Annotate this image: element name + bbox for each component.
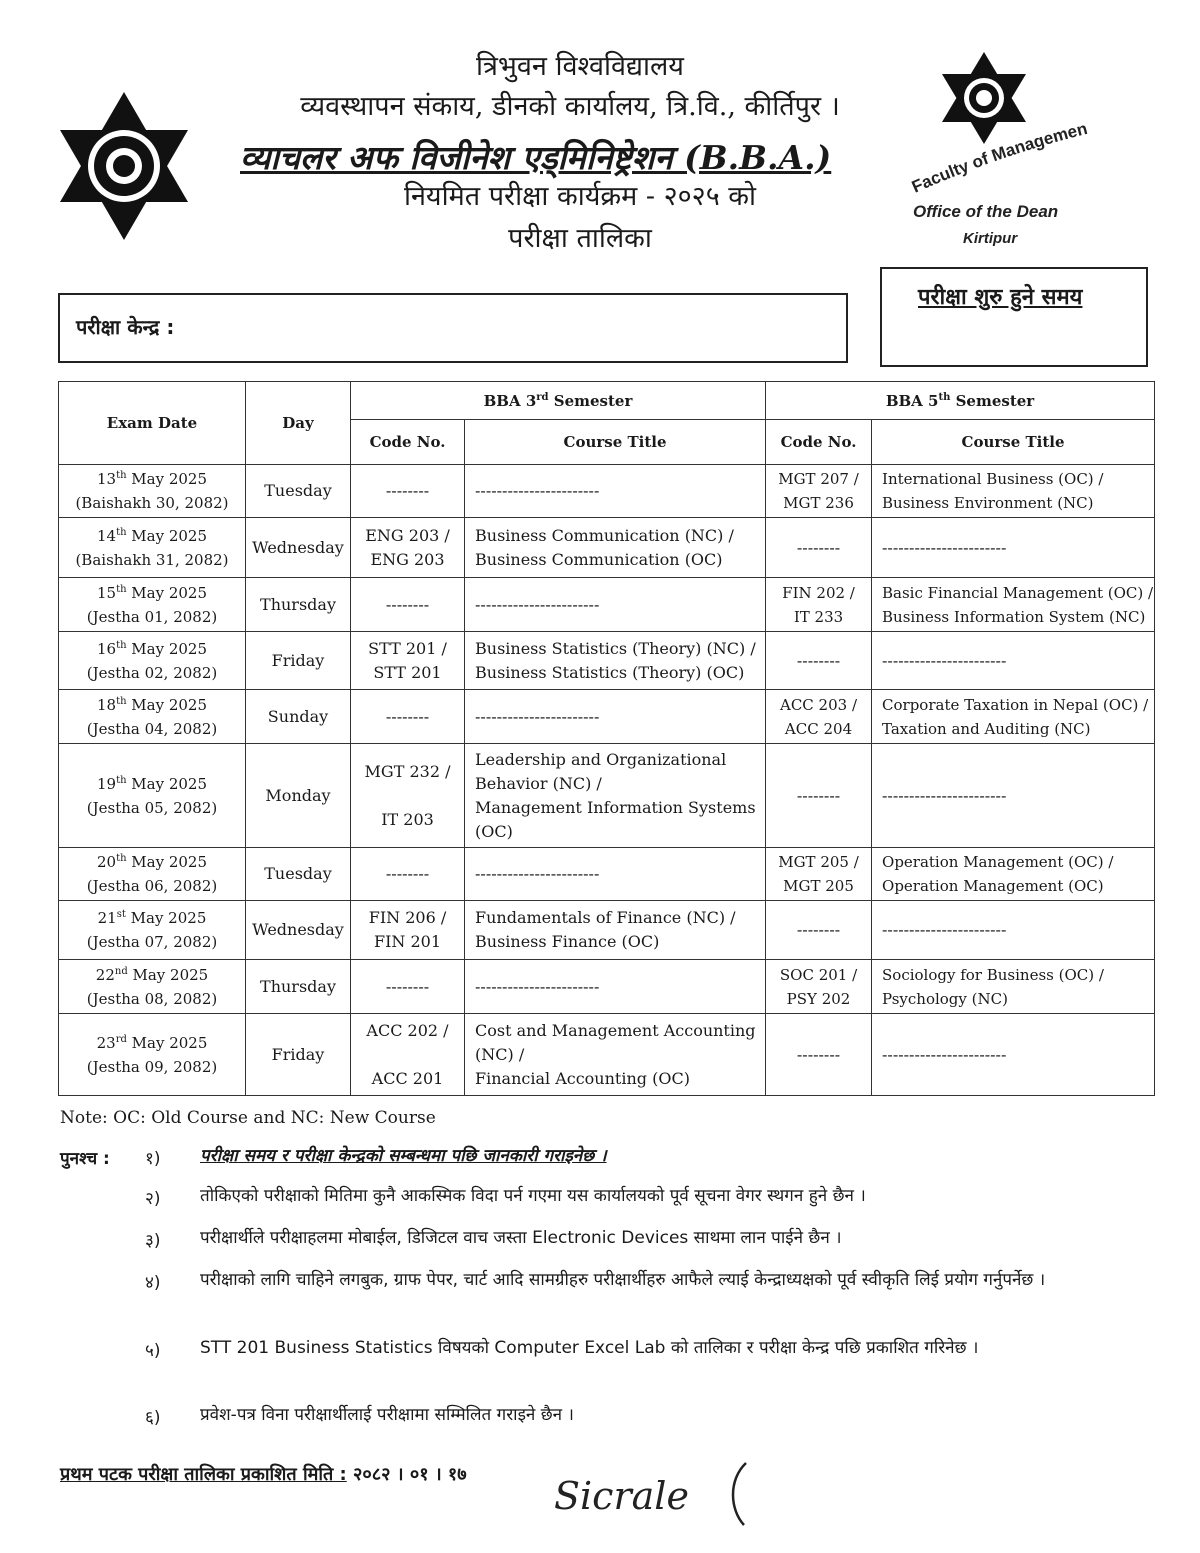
exam-date: 22nd May 2025 (95, 965, 209, 984)
sem3-code: -------- (351, 690, 465, 744)
postscript-text: तोकिएको परीक्षाको मितिमा कुनै आकस्मिक विदा पर्न गएमा यस कार्यालयको पूर्व सूचना वेगर स्थगन हुने छैन । (200, 1186, 866, 1206)
sem5-title: Basic Financial Management (OC) / Business Information System (NC) (872, 578, 1155, 632)
exam-date-cell (59, 901, 246, 960)
postscript-num: २) (145, 1189, 161, 1209)
exam-date-np: (Jestha 05, 2082) (86, 798, 218, 817)
table-header-row (59, 382, 1155, 420)
exam-date-cell (59, 465, 246, 518)
exam-date-cell (59, 1014, 246, 1096)
exam-date-cell (59, 960, 246, 1014)
sem3-code: -------- (351, 465, 465, 518)
sem3-code: -------- (351, 960, 465, 1014)
exam-date-np: (Jestha 08, 2082) (86, 989, 218, 1008)
table-row (59, 744, 1155, 848)
table-row (59, 632, 1155, 690)
stamp-line-1: Faculty of Managemen (908, 125, 1090, 197)
postscript-num: ६) (145, 1408, 161, 1428)
postscript-text: परीक्षाको लागि चाहिने लगबुक, ग्राफ पेपर, चार्ट आदि सामग्रीहरु परीक्षार्थीहरु आफैले ल्याई केन्द्राध्यक्षको पूर्व स्वीकृति लिई प्रयोग गर्नुपर्नेछ । (200, 1270, 1046, 1290)
published-date-value: २०८२ । ०१ । १७ (353, 1464, 467, 1485)
stamp-line-2: Office of the Dean (913, 202, 1059, 221)
sem3-code: ENG 203 / ENG 203 (351, 518, 465, 578)
exam-routine-table (58, 381, 1155, 1096)
postscript-label: पुनश्च : (60, 1149, 110, 1169)
exam-date: 16th May 2025 (96, 639, 208, 658)
header-sem3: BBA 3rd Semester (351, 382, 766, 420)
exam-centre-box (58, 293, 848, 363)
exam-date-np: (Jestha 07, 2082) (86, 933, 218, 951)
header-day: Day (246, 382, 351, 465)
exam-date-cell (59, 744, 246, 848)
postscript-num: ३) (145, 1231, 161, 1251)
svg-text:Faculty of Management (905, 125, 1089, 197)
office-line: व्यवस्थापन संकाय, डीनको कार्यालय, त्रि.वि., कीर्तिपुर । (300, 91, 840, 122)
sem5-title: ----------------------- (872, 1014, 1155, 1096)
sem5-code: -------- (766, 1014, 872, 1096)
signature (548, 1455, 788, 1530)
published-date-line (60, 1462, 467, 1486)
postscript-text: परीक्षार्थीले परीक्षाहलमा मोबाईल, डिजिटल वाच जस्ता Electronic Devices साथमा लान पाईने छैन । (200, 1228, 842, 1248)
day-cell: Wednesday (246, 901, 351, 960)
stamp-line-3: Kirtipur (963, 230, 1018, 247)
office-stamp (905, 125, 1095, 250)
header-sem5: BBA 5th Semester (766, 382, 1155, 420)
sem3-code: FIN 206 / FIN 201 (351, 901, 465, 960)
sem5-code: -------- (766, 632, 872, 690)
course-note: Note: OC: Old Course and NC: New Course (60, 1108, 436, 1128)
exam-date: 20th May 2025 (96, 853, 208, 871)
sem3-title: Cost and Management Accounting (NC) / Financial Accounting (OC) (465, 1014, 766, 1096)
exam-program-line: नियमित परीक्षा कार्यक्रम - २०२५ को (403, 181, 757, 212)
exam-date-np: (Baishakh 30, 2082) (75, 494, 229, 512)
table-row (59, 465, 1155, 518)
sem5-code: -------- (766, 901, 872, 960)
postscript-text: परीक्षा समय र परीक्षा केन्द्रको सम्बन्धमा पछि जानकारी गराइनेछ । (200, 1146, 607, 1166)
signature-text: Sicrale (554, 1474, 689, 1518)
exam-date: 15th May 2025 (96, 583, 208, 602)
exam-date-cell (59, 848, 246, 901)
sem5-title: ----------------------- (872, 901, 1155, 960)
day-cell: Wednesday (246, 518, 351, 578)
sem5-code: -------- (766, 744, 872, 848)
sem3-title: ----------------------- (465, 578, 766, 632)
exam-date-np: (Jestha 01, 2082) (86, 607, 218, 626)
header-sem5-title: Course Title (872, 420, 1155, 465)
header-sem5-code: Code No. (766, 420, 872, 465)
sem5-code: FIN 202 / IT 233 (766, 578, 872, 632)
exam-date: 18th May 2025 (96, 695, 208, 714)
sem5-title: ----------------------- (872, 744, 1155, 848)
exam-date: 14th May 2025 (96, 526, 208, 545)
table-row (59, 690, 1155, 744)
sem5-title: Sociology for Business (OC) / Psychology (NC) (872, 960, 1155, 1014)
exam-date-np: (Jestha 04, 2082) (86, 719, 218, 738)
sem5-code: MGT 207 / MGT 236 (766, 465, 872, 518)
sem3-title: ----------------------- (465, 465, 766, 518)
day-cell: Monday (246, 744, 351, 848)
routine-title: परीक्षा तालिका (508, 223, 652, 254)
table-row (59, 518, 1155, 578)
exam-centre-label: परीक्षा केन्द्र : (76, 315, 175, 339)
exam-date-cell (59, 518, 246, 578)
sem3-title: ----------------------- (465, 960, 766, 1014)
exam-date: 19th May 2025 (96, 774, 208, 793)
start-time-label: परीक्षा शुरु हुने समय (918, 285, 1083, 310)
sem3-code: MGT 232 / IT 203 (351, 744, 465, 848)
postscript-num: १) (145, 1149, 161, 1169)
sem5-title: International Business (OC) / Business Environment (NC) (872, 465, 1155, 518)
exam-date: 21st May 2025 (97, 909, 207, 927)
sem3-code: STT 201 / STT 201 (351, 632, 465, 690)
sem3-title: Fundamentals of Finance (NC) / Business Finance (OC) (465, 901, 766, 960)
postscript-num: ५) (145, 1341, 161, 1361)
header-sem3-title: Course Title (465, 420, 766, 465)
day-cell: Thursday (246, 578, 351, 632)
sem5-title: ----------------------- (872, 518, 1155, 578)
sem5-code: SOC 201 / PSY 202 (766, 960, 872, 1014)
exam-date: 23rd May 2025 (96, 1033, 208, 1052)
exam-date-np: (Jestha 02, 2082) (86, 663, 218, 682)
exam-date-cell (59, 690, 246, 744)
sem5-code: ACC 203 / ACC 204 (766, 690, 872, 744)
exam-date-np: (Jestha 06, 2082) (86, 877, 218, 895)
day-cell: Friday (246, 632, 351, 690)
exam-date-np: (Jestha 09, 2082) (86, 1057, 218, 1076)
table-row (59, 901, 1155, 960)
exam-date-cell (59, 578, 246, 632)
table-row (59, 1014, 1155, 1096)
table-row (59, 960, 1155, 1014)
table-row (59, 578, 1155, 632)
sem3-code: -------- (351, 578, 465, 632)
postscript-num: ४) (145, 1273, 161, 1293)
day-cell: Tuesday (246, 465, 351, 518)
sem5-code: MGT 205 / MGT 205 (766, 848, 872, 901)
sem3-title: ----------------------- (465, 690, 766, 744)
exam-date-cell (59, 632, 246, 690)
sem3-code: ACC 202 / ACC 201 (351, 1014, 465, 1096)
program-title: व्याचलर अफ विजीनेश एड्मिनिष्ट्रेशन (B.B.A.) (240, 138, 832, 177)
postscript-text: प्रवेश-पत्र विना परीक्षार्थीलाई परीक्षामा सम्मिलित गराइने छैन । (200, 1405, 574, 1425)
sem5-title: ----------------------- (872, 632, 1155, 690)
day-cell: Thursday (246, 960, 351, 1014)
postscript-text: STT 201 Business Statistics विषयको Computer Excel Lab को तालिका र परीक्षा केन्द्र पछि प्रकाशित गरिनेछ । (200, 1338, 979, 1358)
sem3-title: ----------------------- (465, 848, 766, 901)
header-exam-date: Exam Date (59, 382, 246, 465)
table-row (59, 848, 1155, 901)
header-sem3-code: Code No. (351, 420, 465, 465)
exam-date: 13th May 2025 (96, 470, 208, 488)
university-name: त्रिभुवन विश्वविद्यालय (476, 51, 684, 82)
day-cell: Tuesday (246, 848, 351, 901)
sem3-title: Business Communication (NC) / Business Communication (OC) (465, 518, 766, 578)
sem3-title: Leadership and Organizational Behavior (NC) / Management Information Systems (OC) (465, 744, 766, 848)
start-time-box (880, 267, 1148, 367)
exam-date-np: (Baishakh 31, 2082) (75, 550, 229, 569)
published-date-label: प्रथम पटक परीक्षा तालिका प्रकाशित मिति : (60, 1464, 347, 1485)
sem3-title: Business Statistics (Theory) (NC) / Business Statistics (Theory) (OC) (465, 632, 766, 690)
day-cell: Friday (246, 1014, 351, 1096)
sem3-code: -------- (351, 848, 465, 901)
sem5-code: -------- (766, 518, 872, 578)
sem5-title: Corporate Taxation in Nepal (OC) / Taxation and Auditing (NC) (872, 690, 1155, 744)
sem5-title: Operation Management (OC) / Operation Management (OC) (872, 848, 1155, 901)
day-cell: Sunday (246, 690, 351, 744)
